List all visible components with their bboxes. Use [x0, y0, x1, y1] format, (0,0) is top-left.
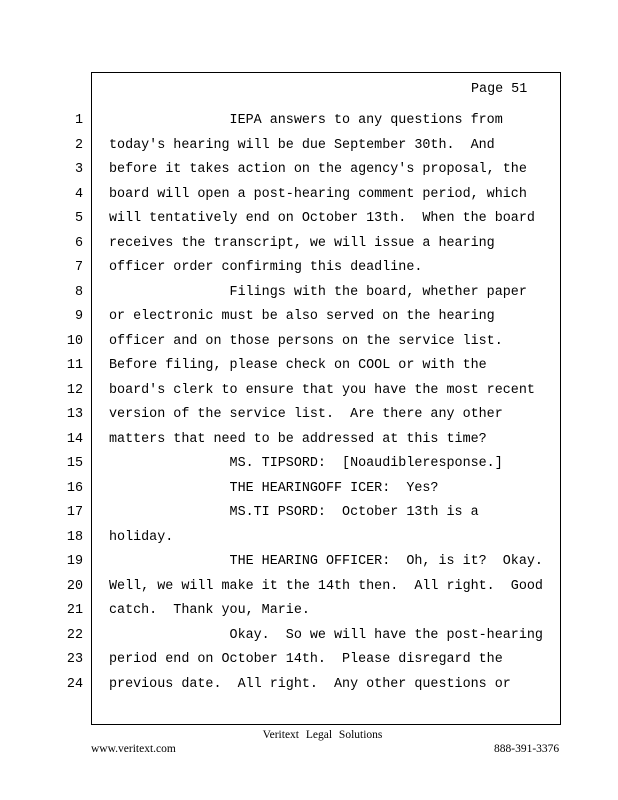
line-number: 14 [66, 431, 83, 447]
line-text: period end on October 14th. Please disregard the [109, 652, 503, 667]
line-text: board will open a post-hearing comment period, which [109, 186, 527, 202]
line-text: MS. TIPSORD: [Noaudibleresponse.] [109, 456, 503, 471]
line-text: Well, we will make it the 14th then. All right. Good [109, 578, 543, 594]
line-number: 21 [66, 603, 83, 618]
line-text: previous date. All right. Any other questions or [109, 676, 511, 692]
line-text: Okay. So we will have the post-hearing [109, 627, 543, 643]
line-number: 7 [74, 260, 83, 275]
line-text: matters that need to be addressed at this time? [109, 431, 487, 447]
line-text: officer and on those persons on the service list. [109, 333, 503, 349]
line-number: 15 [66, 456, 83, 471]
line-text: Filings with the board, whether paper [109, 284, 527, 300]
line-number: 18 [66, 529, 83, 545]
line-number: 13 [66, 407, 83, 422]
line-number: 17 [66, 505, 83, 520]
line-number: 16 [66, 480, 83, 496]
line-number: 22 [66, 627, 83, 643]
line-number: 24 [66, 676, 83, 692]
line-number: 3 [74, 162, 83, 177]
line-text: IEPA answers to any questions from [109, 113, 503, 128]
line-text: MS.TI PSORD: October 13th is a [109, 505, 479, 520]
line-text: before it takes action on the agency's proposal, the [109, 162, 527, 177]
line-text: catch. Thank you, Marie. [109, 603, 310, 618]
line-text: Before filing, please check on COOL or with the [109, 358, 487, 373]
line-number: 5 [74, 211, 83, 226]
line-number: 8 [74, 284, 83, 300]
line-text: THE HEARING OFFICER: Oh, is it? Okay. [109, 554, 543, 569]
line-text: receives the transcript, we will issue a hearing [109, 235, 495, 251]
line-text: holiday. [109, 529, 174, 545]
line-number: 9 [74, 309, 83, 324]
line-text: today's hearing will be due September 30th. And [109, 137, 495, 153]
line-number: 10 [66, 333, 83, 349]
line-text: version of the service list. Are there any other [109, 407, 503, 422]
line-number: 19 [66, 554, 83, 569]
line-text: will tentatively end on October 13th. When the board [109, 211, 535, 226]
footer-phone: 888-391-3376 [494, 743, 560, 755]
line-text: officer order confirming this deadline. [109, 260, 423, 275]
line-number: 12 [66, 382, 83, 398]
line-number: 2 [74, 137, 83, 153]
line-text: or electronic must be also served on the hearing [109, 309, 495, 324]
line-number: 23 [66, 652, 83, 667]
page-number: Page 51 [471, 82, 528, 97]
line-text: board's clerk to ensure that you have the most recent [109, 382, 535, 398]
line-number: 11 [66, 358, 83, 373]
line-number: 4 [74, 186, 83, 202]
footer-website[interactable]: www.veritext.com [91, 743, 176, 755]
line-number: 1 [74, 113, 83, 128]
line-text: THE HEARINGOFF ICER: Yes? [109, 480, 439, 496]
footer-company: Veritext Legal Solutions [262, 729, 383, 741]
line-number: 20 [66, 578, 83, 594]
line-number: 6 [74, 235, 83, 251]
